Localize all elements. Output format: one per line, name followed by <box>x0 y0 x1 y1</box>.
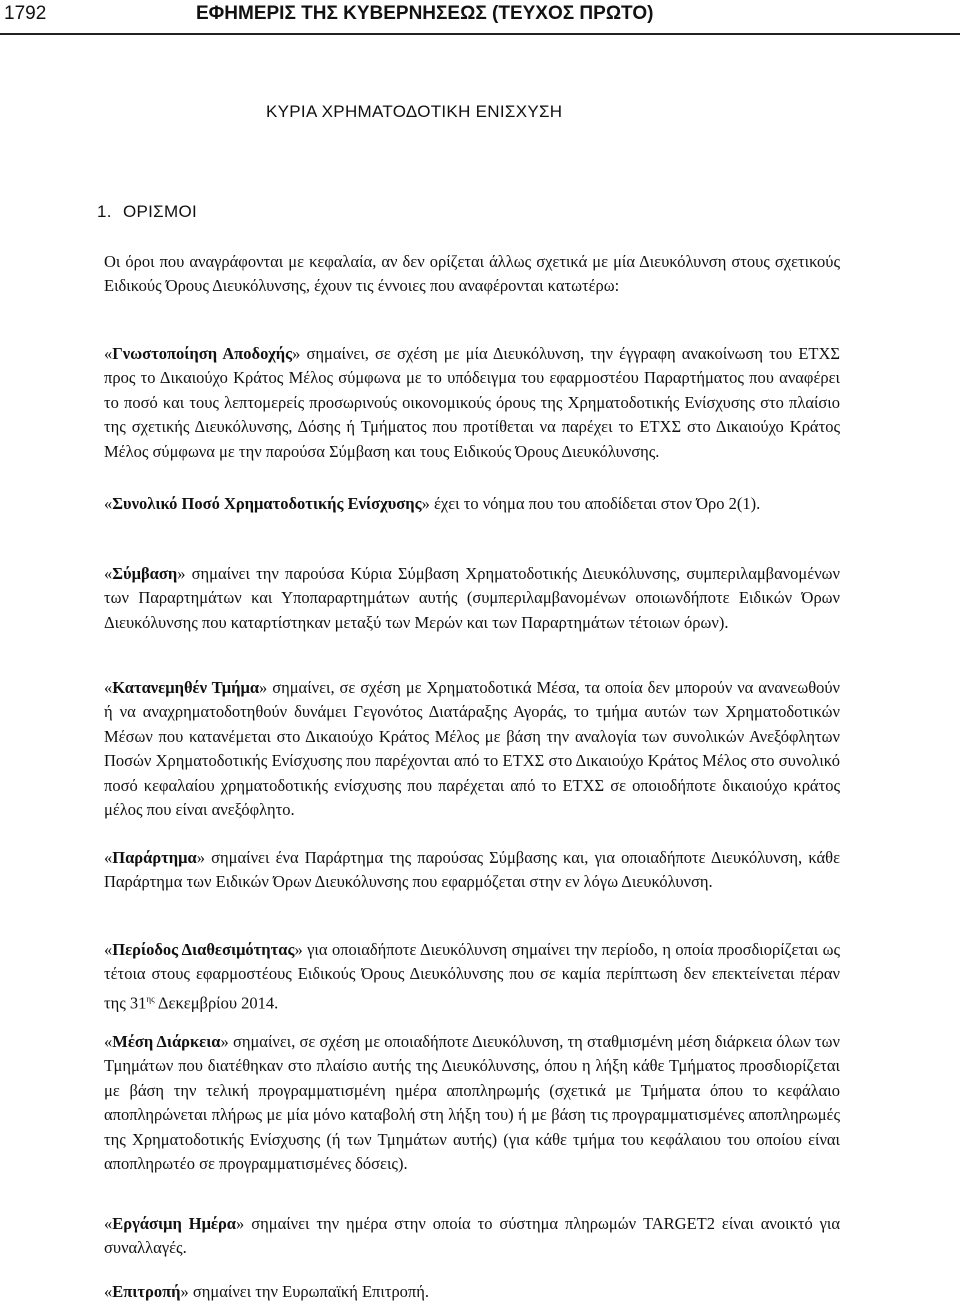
definition-paragraph: «Περίοδος Διαθεσιμότητας» για οποιαδήποτε Διευκόλυνση σημαίνει την περίοδο, η οποία προσδιορίζεται ως τέτοια στους εφαρμοστέους Ειδικούς Όρους Διευκόλυνσης που σε καμία περίπτωση δεν επεκτείνεται πέραν της $31^{\eta\varsigma}$ Δεκεμβρίου 2014. <box>104 940 840 1013</box>
heading-title: ΟΡΙΣΜΟΙ <box>123 202 198 221</box>
definition-paragraph: «Εργάσιμη Ημέρα» σημαίνει την ημέρα στην οποία το σύστημα πληρωμών TARGET2 είναι ανοικτό για συναλλαγές. <box>104 1214 840 1258</box>
definition-text: σημαίνει την Ευρωπαϊκή Επιτροπή. <box>188 1282 430 1301</box>
definition-paragraph: «Σύμβαση» σημαίνει την παρούσα Κύρια Σύμβαση Χρηματοδοτικής Διευκόλυνσης, συμπεριλαμβανομένων των Παραρτημάτων και Υποπαραρτημάτων αυτής (συμπεριλαμβανομένων οποιωνδήποτε Ειδικών Όρων Διευκόλυνσης που καταρτίστηκαν μεταξύ των Μερών και των Παραρτημάτων τέτοιων όρων). <box>104 564 840 632</box>
definition-term: Γνωστοποίηση Αποδοχής <box>112 344 293 363</box>
definition-text: σημαίνει την ημέρα στην οποία το σύστημα πληρωμών TARGET2 είναι ανοικτό για συναλλαγές. <box>104 1214 840 1258</box>
definitions-heading <box>97 202 197 222</box>
definition-text: σημαίνει, σε σχέση με Χρηματοδοτικά Μέσα, τα οποία δεν μπορούν να ανανεωθούν ή να αναχρηματοδοτηθούν δυνάμει Γεγονότος Διατάραξης Αγοράς, το τμήμα αυτών των Χρηματοδοτικών Μέσων που κατανέμεται στο Δικαιούχο Κράτος Μέλος με βάση την αναλογία των συνολικών Ανεξόφλητων Ποσών Χρηματοδοτικής Ενίσχυσης που παρέχονται από το ΕΤΧΣ στο Δικαιούχο Κράτος Μέλος στο συνολικό ποσό κεφαλαίου χρηματοδοτικής ενίσχυσης που παρέχεται από το ΕΤΧΣ σε οποιοδήποτε δικαιούχο κράτος μέλος που είναι ανεξόφλητο. <box>104 678 840 820</box>
definition-text: σημαίνει, σε σχέση με μία Διευκόλυνση, την έγγραφη ανακοίνωση του ΕΤΧΣ προς το Δικαιούχο Κράτος Μέλος σύμφωνα με το υπόδειγμα του εφαρμοστέου Παραρτήματος που αναφέρει το ποσό και τους λεπτομερείς προσωρινούς οικονομικούς όρους της Χρηματοδοτικής Ενίσχυσης στο πλαίσιο της σχετικής Διευκόλυνσης, Δόσης ή Τμήματος που προτίθεται να παρέχει το ΕΤΧΣ στο Δικαιούχο Κράτος Μέλος σύμφωνα με την παρούσα Σύμβαση και τους Ειδικούς Όρους Διευκόλυνσης. <box>104 344 840 461</box>
definition-text: έχει το νόημα που του αποδίδεται στον Όρο 2(1). <box>429 494 761 513</box>
ordinal-superscript: ης <box>146 993 155 1004</box>
definition-term: Επιτροπή <box>112 1282 181 1301</box>
definition-paragraph: «Παράρτημα» σημαίνει ένα Παράρτημα της παρούσας Σύμβασης και, για οποιαδήποτε Διευκόλυνση, κάθε Παράρτημα των Ειδικών Όρων Διευκόλυνσης που εφαρμόζεται στην εν λόγω Διευκόλυνση. <box>104 848 840 892</box>
definition-term: Κατανεμηθέν Τμήμα <box>112 678 260 697</box>
definition-paragraph: «Συνολικό Ποσό Χρηματοδοτικής Ενίσχυσης» έχει το νόημα που του αποδίδεται στον Όρο 2(1). <box>104 494 761 513</box>
intro-paragraph: Οι όροι που αναγράφονται με κεφαλαία, αν δεν ορίζεται άλλως σχετικά με μία Διευκόλυνση στους σχετικούς Ειδικούς Όρους Διευκόλυνσης, έχουν τις έννοιες που αναφέρονται κατωτέρω: <box>104 252 840 296</box>
section-title: ΚΥΡΙΑ ΧΡΗΜΑΤΟΔΟΤΙΚΗ ΕΝΙΣΧΥΣΗ <box>266 102 563 121</box>
definition-term: Περίοδος Διαθεσιμότητας <box>112 940 295 959</box>
definition-paragraph: «Κατανεμηθέν Τμήμα» σημαίνει, σε σχέση με Χρηματοδοτικά Μέσα, τα οποία δεν μπορούν να ανανεωθούν ή να αναχρηματοδοτηθούν δυνάμει Γεγονότος Διατάραξης Αγοράς, το τμήμα αυτών των Χρηματοδοτικών Μέσων που κατανέμεται στο Δικαιούχο Κράτος Μέλος με βάση την αναλογία των συνολικών Ανεξόφλητων Ποσών Χρηματοδοτικής Ενίσχυσης που παρέχονται από το ΕΤΧΣ στο Δικαιούχο Κράτος Μέλος στο συνολικό ποσό κεφαλαίου χρηματοδοτικής ενίσχυσης που παρέχεται από το ΕΤΧΣ σε οποιοδήποτε δικαιούχο κράτος μέλος που είναι ανεξόφλητο. <box>104 678 840 820</box>
definition-text: για οποιαδήποτε Διευκόλυνση σημαίνει την περίοδο, η οποία προσδιορίζεται ως τέτοια στους εφαρμοστέους Ειδικούς Όρους Διευκόλυνσης που σε καμία περίπτωση δεν επεκτείνεται πέραν της 31 <box>104 940 840 1013</box>
page-header <box>0 0 960 34</box>
definition-term: Εργάσιμη Ημέρα <box>112 1214 237 1233</box>
definition-text: σημαίνει την παρούσα Κύρια Σύμβαση Χρηματοδοτικής Διευκόλυνσης, συμπεριλαμβανομένων των Παραρτημάτων και Υποπαραρτημάτων αυτής (συμπεριλαμβανομένων οποιωνδήποτε Ειδικών Όρων Διευκόλυνσης που καταρτίστηκαν μεταξύ των Μερών και των Παραρτημάτων τέτοιων όρων). <box>104 564 840 632</box>
definition-paragraph: «Επιτροπή» σημαίνει την Ευρωπαϊκή Επιτροπή. <box>104 1282 430 1301</box>
definition-text: σημαίνει, σε σχέση με οποιαδήποτε Διευκόλυνση, τη σταθμισμένη μέση διάρκεια όλων των Τμημάτων που διατέθηκαν στο πλαίσιο αυτής της Διευκόλυνσης, όπου η λήξη κάθε Τμήματος προσδιορίζεται με βάση την τελική προγραμματισμένη ημέρα αποπληρωμής (σχετικά με Τμήματα όπου το κεφάλαιο αποπληρώνεται πλήρως με μία μόνο καταβολή στη λήξη του) ή με βάση τις προγραμματισμένες αποπληρωμές της Χρηματοδοτικής Ενίσχυσης (ή των Τμημάτων αυτής) (για κάθε τμήμα του κεφάλαιου του οποίου είναι αποπληρωτέο σε προγραμματισμένες δόσεις). <box>104 1032 840 1174</box>
header-rule <box>0 33 960 35</box>
definition-term: Συνολικό Ποσό Χρηματοδοτικής Ενίσχυσης <box>112 494 422 513</box>
definition-term: Παράρτημα <box>112 848 197 867</box>
definition-paragraph: «Μέση Διάρκεια» σημαίνει, σε σχέση με οποιαδήποτε Διευκόλυνση, τη σταθμισμένη μέση διάρκεια όλων των Τμημάτων που διατέθηκαν στο πλαίσιο αυτής της Διευκόλυνσης, όπου η λήξη κάθε Τμήματος προσδιορίζεται με βάση την τελική προγραμματισμένη ημέρα αποπληρωμής (σχετικά με Τμήματα όπου το κεφάλαιο αποπληρώνεται πλήρως με μία μόνο καταβολή στη λήξη του) ή με βάση τις προγραμματισμένες αποπληρωμές της Χρηματοδοτικής Ενίσχυσης (ή των Τμημάτων αυτής) (για κάθε τμήμα του κεφάλαιου του οποίου είναι αποπληρωτέο σε προγραμματισμένες δόσεις). <box>104 1032 840 1174</box>
gazette-title: ΕΦΗΜΕΡΙΣ ΤΗΣ ΚΥΒΕΡΝΗΣΕΩΣ (ΤΕΥΧΟΣ ΠΡΩΤΟ) <box>196 3 654 24</box>
page-number: 1792 <box>4 3 47 24</box>
definition-paragraph: «Γνωστοποίηση Αποδοχής» σημαίνει, σε σχέση με μία Διευκόλυνση, την έγγραφη ανακοίνωση του ΕΤΧΣ προς το Δικαιούχο Κράτος Μέλος σύμφωνα με το υπόδειγμα του εφαρμοστέου Παραρτήματος που αναφέρει το ποσό και τους λεπτομερείς προσωρινούς οικονομικούς όρους της Χρηματοδοτικής Ενίσχυσης στο πλαίσιο της σχετικής Διευκόλυνσης, Δόσης ή Τμήματος που προτίθεται να παρέχει το ΕΤΧΣ στο Δικαιούχο Κράτος Μέλος σύμφωνα με την παρούσα Σύμβαση και τους Ειδικούς Όρους Διευκόλυνσης. <box>104 344 840 461</box>
definition-term: Μέση Διάρκεια <box>112 1032 221 1051</box>
heading-number: 1. <box>97 202 112 221</box>
definition-term: Σύμβαση <box>112 564 178 583</box>
definition-text: σημαίνει ένα Παράρτημα της παρούσας Σύμβασης και, για οποιαδήποτε Διευκόλυνση, κάθε Παράρτημα των Ειδικών Όρων Διευκόλυνσης που εφαρμόζεται στην εν λόγω Διευκόλυνση. <box>104 848 840 892</box>
